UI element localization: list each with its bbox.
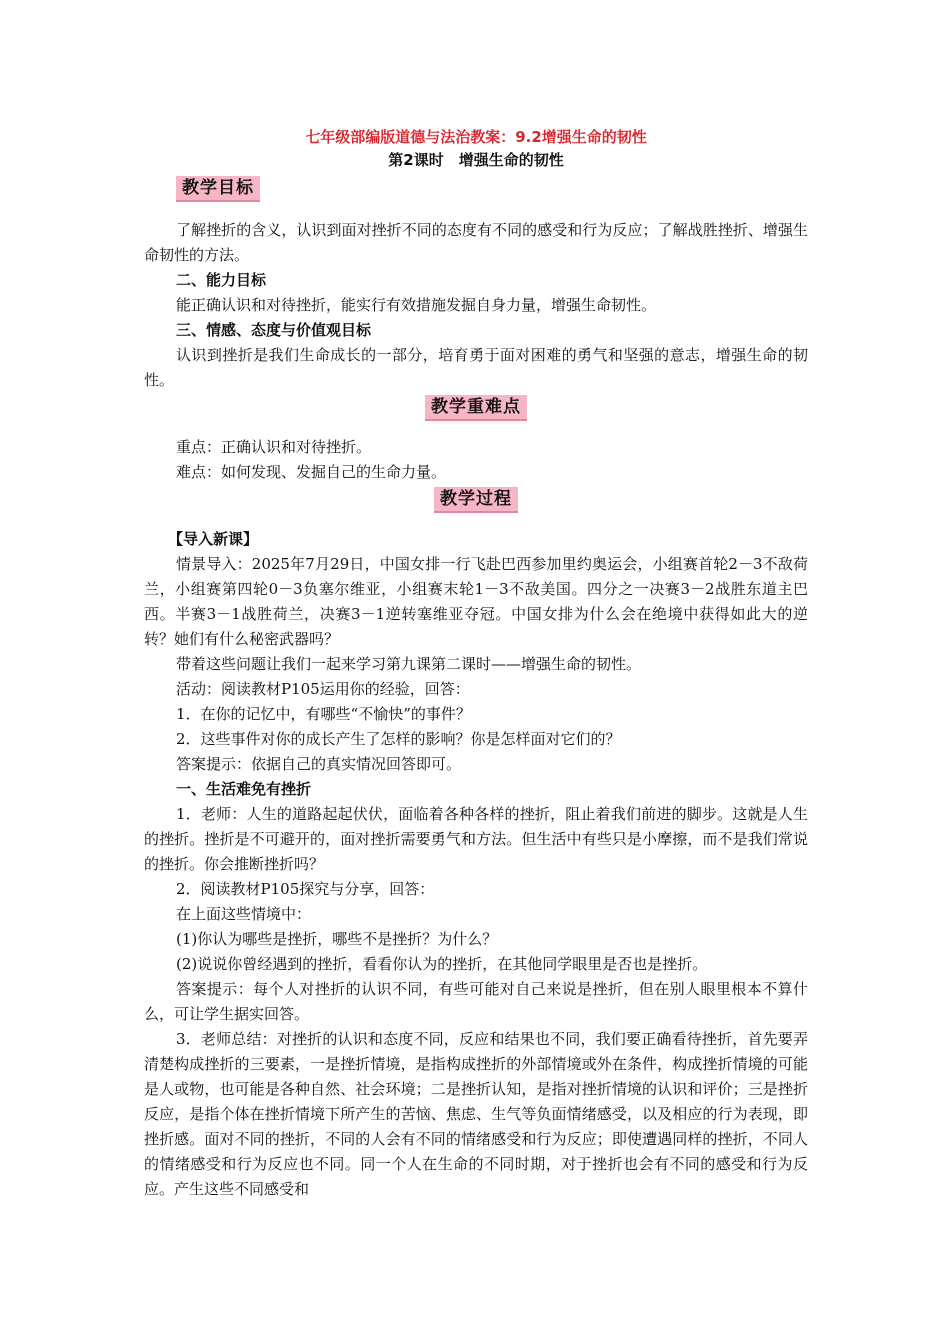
process-banner-row — [144, 485, 808, 515]
heading-emotion: 三、情感、态度与价值观目标 — [176, 321, 372, 339]
question-2: 2．这些事件对你的成长产生了怎样的影响？你是怎样面对它们的？ — [176, 730, 621, 748]
process-banner: 教学过程 — [434, 487, 518, 513]
intro-text: 情景导入：2025年7月29日，中国女排一行飞赴巴西参加里约奥运会，小组赛首轮2－3不敌荷兰，小组赛第四轮0－3负塞尔维亚，小组赛末轮1－3不敌美国。四分之一决赛3－2战胜东道主巴西。半赛3－1战胜荷兰，决赛3－1逆转塞维亚夺冠。中国女排为什么会在绝境中获得如此大的逆转？她们有什么秘密武器吗？ — [144, 555, 808, 648]
paragraph-2b: (1)你认为哪些是挫折，哪些不是挫折？为什么？ — [176, 930, 498, 948]
key-banner: 教学重难点 — [425, 395, 527, 421]
activity-text: 活动：阅读教材P105运用你的经验，回答： — [176, 680, 470, 698]
goals-banner-row — [144, 174, 808, 204]
document-subtitle: 第2课时 增强生命的韧性 — [388, 151, 564, 169]
goal-emotion: 认识到挫折是我们生命成长的一部分，培育勇于面对困难的勇气和坚强的意志，增强生命的韧性。 — [144, 346, 808, 389]
paragraph-1: 1．老师：人生的道路起起伏伏，面临着各种各样的挫折，阻止着我们前进的脚步。这就是人生的挫折。挫折是不可避开的，面对挫折需要勇气和方法。但生活中有些只是小摩擦，而不是我们常说的挫折。你会推断挫折吗？ — [144, 805, 808, 873]
key-banner-row — [144, 393, 808, 423]
heading-intro: 【导入新课】 — [168, 530, 259, 548]
paragraph-2a: 在上面这些情境中： — [176, 905, 312, 923]
paragraph-3: 3．老师总结：对挫折的认识和态度不同，反应和结果也不同，我们要正确看待挫折，首先要弄清楚构成挫折的三要素，一是挫折情境，是指构成挫折的外部情境或外在条件，构成挫折情境的可能是人或物，也可能是各种自然、社会环境；二是挫折认知，是指对挫折情境的认识和评价；三是挫折反应，是指个体在挫折情境下所产生的苦恼、焦虑、生气等负面情绪感受，以及相应的行为表现，即挫折感。面对不同的挫折，不同的人会有不同的情绪感受和行为反应；即使遭遇同样的挫折，不同人的情绪感受和行为反应也不同。同一个人在生命的不同时期，对于挫折也会有不同的感受和行为反应。产生这些不同感受和 — [144, 1030, 808, 1198]
heading-ability: 二、能力目标 — [176, 271, 267, 289]
goal-ability: 能正确认识和对待挫折，能实行有效措施发掘自身力量，增强生命韧性。 — [176, 296, 657, 314]
lead-text: 带着这些问题让我们一起来学习第九课第二课时——增强生命的韧性。 — [176, 655, 642, 673]
goals-banner: 教学目标 — [176, 176, 260, 202]
question-1: 1．在你的记忆中，有哪些“不愉快”的事件？ — [176, 705, 471, 723]
document-title: 七年级部编版道德与法治教案：9.2增强生命的韧性 — [305, 128, 647, 146]
document-body — [144, 126, 808, 1202]
answer-hint-2: 答案提示：每个人对挫折的认识不同，有些可能对自己来说是挫折，但在别人眼里根本不算什么，可让学生据实回答。 — [144, 980, 808, 1023]
paragraph-2c: (2)说说你曾经遇到的挫折，看看你认为的挫折，在其他同学眼里是否也是挫折。 — [176, 955, 708, 973]
key-point: 重点：正确认识和对待挫折。 — [176, 438, 372, 456]
hard-point: 难点：如何发现、发掘自己的生命力量。 — [176, 463, 447, 481]
answer-hint-1: 答案提示：依据自己的真实情况回答即可。 — [176, 755, 462, 773]
heading-section-1: 一、生活难免有挫折 — [176, 780, 312, 798]
paragraph-2: 2．阅读教材P105探究与分享，回答： — [176, 880, 435, 898]
goal-knowledge: 了解挫折的含义，认识到面对挫折不同的态度有不同的感受和行为反应；了解战胜挫折、增强生命韧性的方法。 — [144, 221, 808, 264]
